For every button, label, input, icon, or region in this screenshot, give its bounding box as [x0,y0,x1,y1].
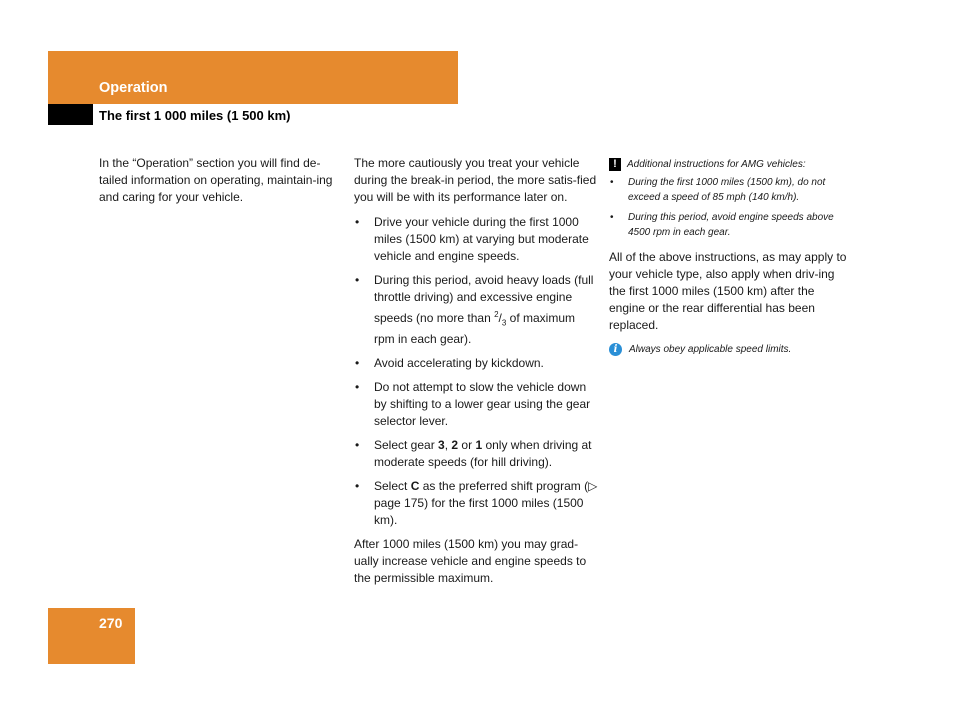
warning-list [609,175,851,240]
warning-title: Additional instructions for AMG vehicles: [627,159,806,170]
gear-1: 1 [475,438,483,453]
header-band [48,51,458,104]
column-3 [609,157,851,357]
list-item-text: Do not attempt to slow the vehicle down by shifting to a lower gear using the gear selector lever. [374,380,591,429]
gear-2: 2 [451,438,459,453]
bullet-icon: • [610,177,614,188]
section-marker-tab [48,104,93,125]
break-in-intro: The more cautiously you treat your vehicle during the break-in period, the more satis-fied you will be with its performance later on. [354,156,597,204]
warning-exclamation-icon: ! [609,158,621,171]
bullet-icon: • [355,273,360,287]
list-item [354,355,598,372]
list-item-text: Drive your vehicle during the first 1000 miles (1500 km) at varying but moderate vehicle and engine speeds. [374,215,589,263]
list-item [354,379,598,430]
page-reference-link[interactable]: ▷ page 175 [374,479,598,511]
list-item-text: During this period, avoid heavy loads (full throttle driving) and excessive engine speeds (no more than [374,273,594,325]
section-title: Operation [99,80,168,96]
bullet-icon: • [355,380,360,395]
column-1 [99,155,341,214]
page-number: 270 [99,615,123,631]
bullet-icon: • [355,479,360,494]
bullet-icon: • [355,356,360,371]
bullet-icon: • [355,438,360,453]
info-icon: i [609,343,622,356]
program-c: C [410,479,420,494]
column-2 [354,155,598,595]
intro-paragraph: In the “Operation” section you will find de-tailed information on operating, maintain-ing and caring for your vehicle. [99,156,333,204]
page-subtitle: The first 1 000 miles (1 500 km) [99,108,291,123]
fraction: $^2/_3$ [494,310,507,328]
list-item: • During this period, avoid heavy loads (full throttle driving) and excessive engine speeds (no more than $^2/_3$ of maximum rpm in each gear). [355,273,594,347]
list-item-text: Avoid accelerating by kickdown. [374,356,544,371]
list-item: • Select C as the preferred shift program (▷ page 175) for the first 1000 miles (1500 km). [355,479,598,528]
gear-3: 3 [438,438,445,453]
info-text: Always obey applicable speed limits. [629,344,792,355]
break-in-outro: After 1000 miles (1500 km) you may grad-ually increase vehicle and engine speeds to the permissible maximum. [354,537,587,586]
amg-warning-note [609,157,851,240]
list-item: • Select gear 3, 2 or 1 only when driving at moderate speeds (for hill driving). [355,438,592,470]
replacement-paragraph: All of the above instructions, as may apply to your vehicle type, also apply when driv-ing the first 1000 miles (1500 km) after the engine or the rear differential has been replaced. [609,250,847,332]
bullet-icon: • [610,212,614,223]
list-item [354,214,598,265]
info-note [609,342,851,357]
break-in-list [354,214,598,529]
list-item: • During this period, avoid engine speeds above 4500 rpm in each gear. [610,212,834,238]
list-item: • During the first 1000 miles (1500 km), do not exceed a speed of 85 mph (140 km/h). [610,177,826,203]
bullet-icon: • [355,215,360,229]
